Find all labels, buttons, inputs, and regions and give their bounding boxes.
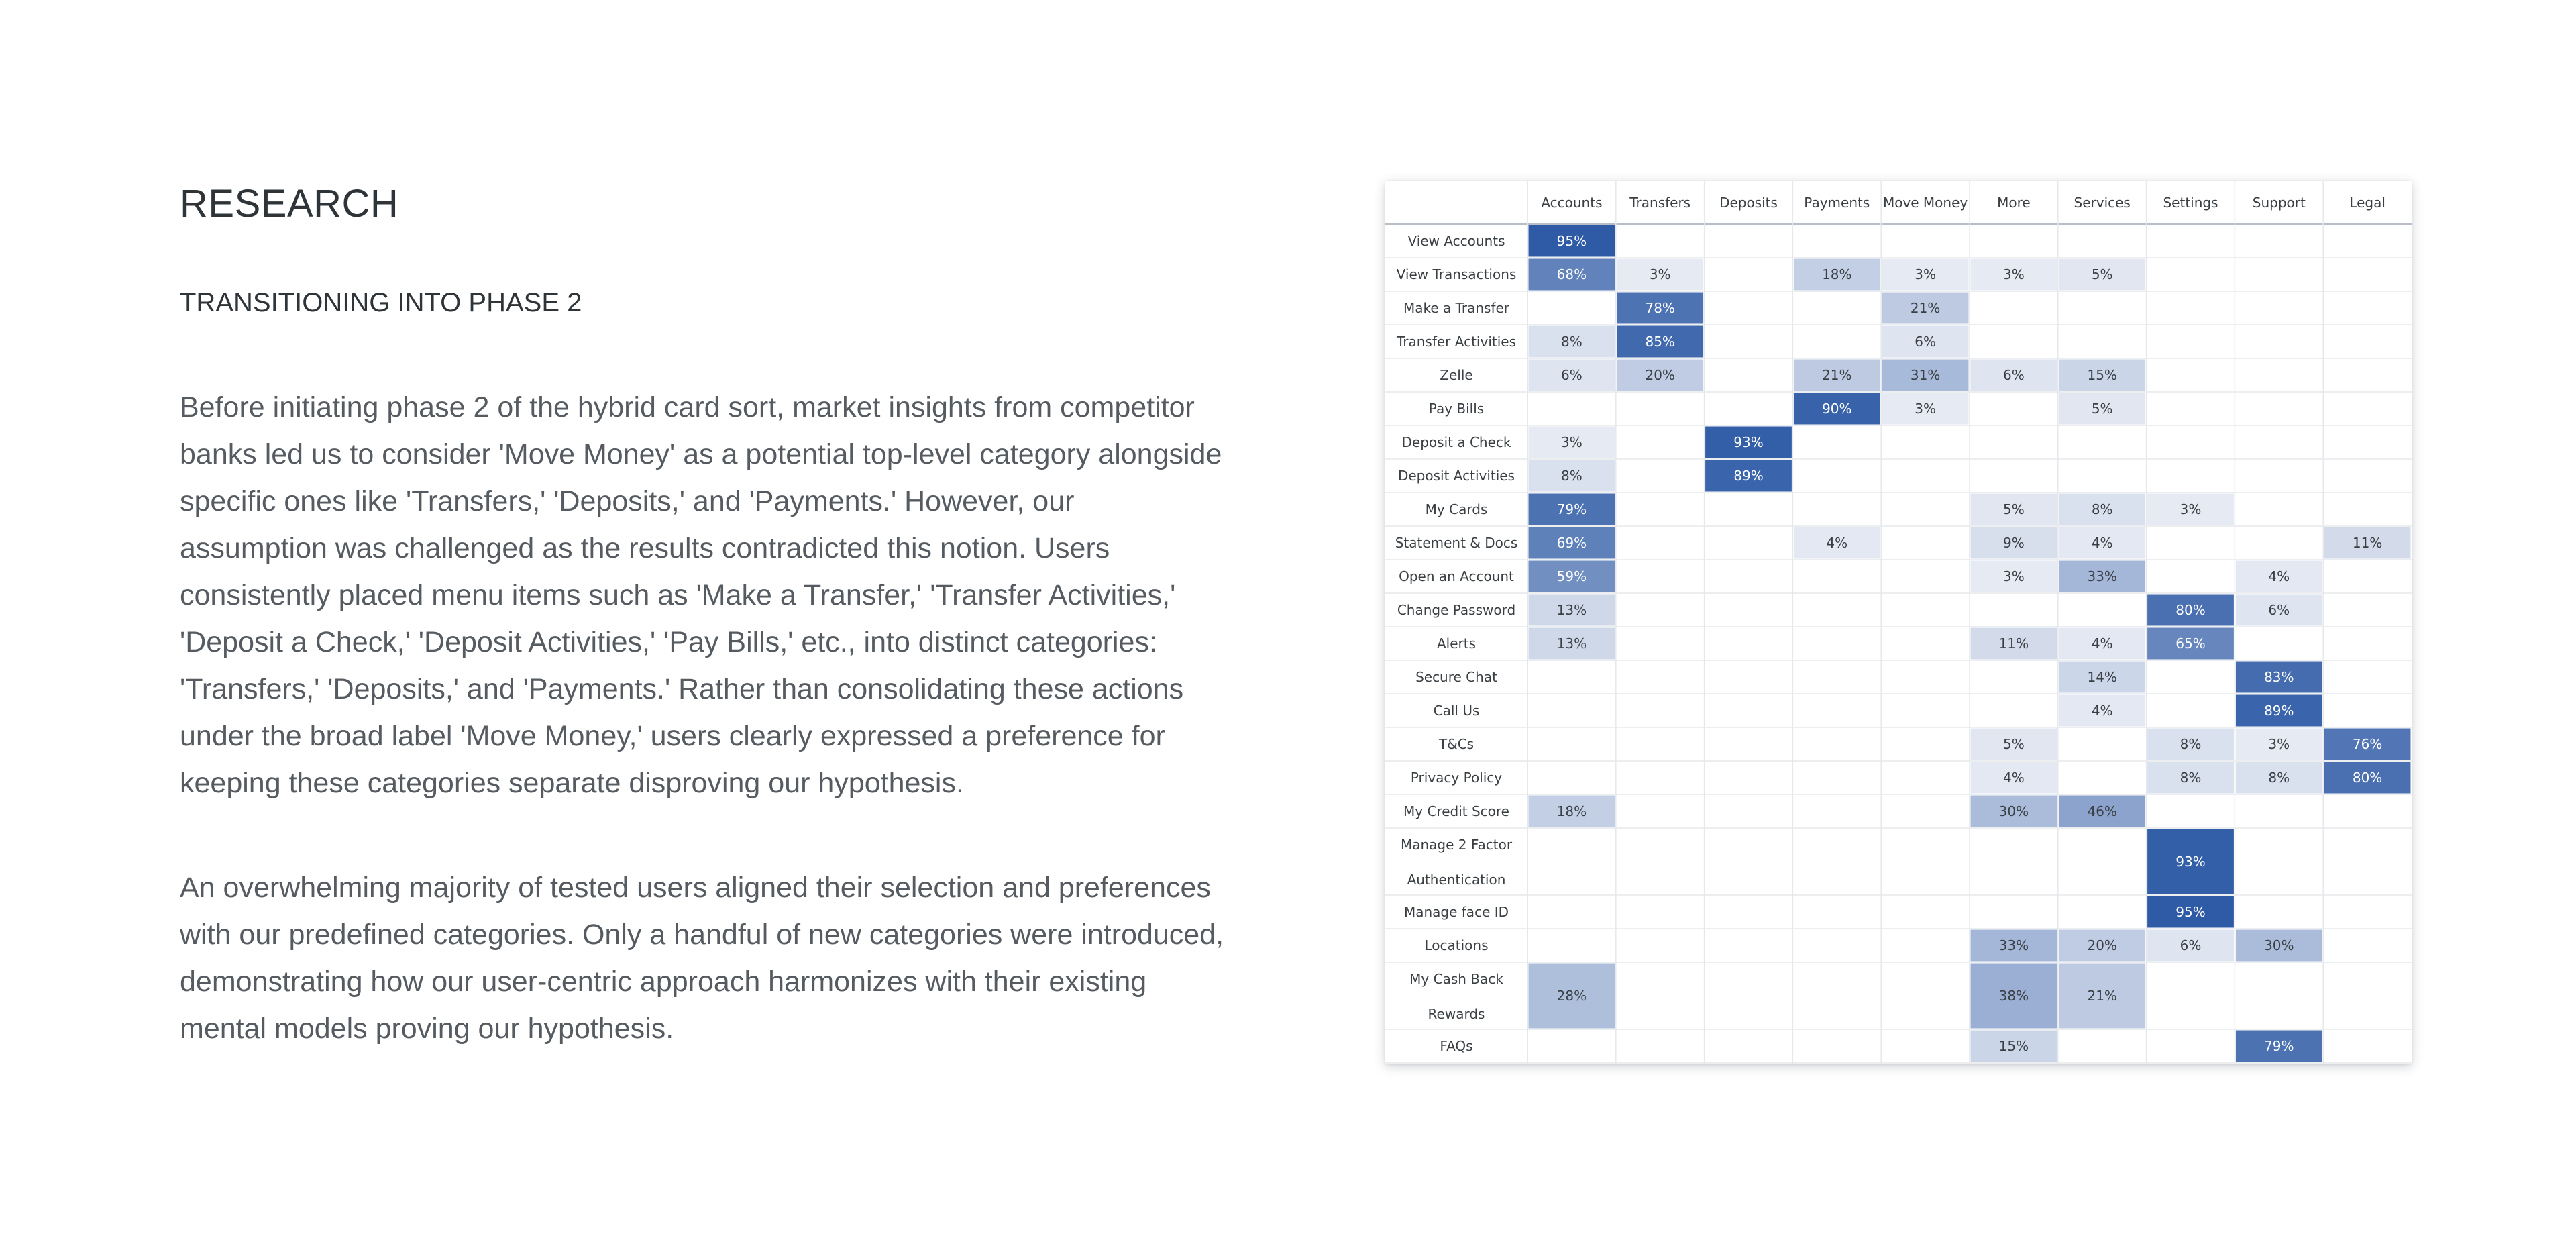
cell-value-label: 28%: [1556, 988, 1587, 1004]
row-label: Locations: [1424, 937, 1489, 953]
cell-value-label: 6%: [1561, 367, 1582, 383]
cell-value-label: 4%: [2268, 568, 2290, 584]
cell-value-label: 3%: [2003, 266, 2025, 282]
cell-value-label: 3%: [2268, 736, 2290, 752]
cell-value-label: 4%: [1826, 535, 1848, 551]
cell-value-label: 3%: [2003, 568, 2025, 584]
cell-value-label: 6%: [2003, 367, 2025, 383]
cell-value-label: 13%: [1556, 635, 1587, 652]
column-header: Move Money: [1882, 195, 1968, 211]
cell-value-label: 93%: [2176, 854, 2206, 870]
cell-value-label: 31%: [1910, 367, 1941, 383]
row-label: Change Password: [1397, 602, 1516, 618]
cell-value-label: 38%: [1998, 988, 2029, 1004]
cell-value-label: 83%: [2264, 669, 2294, 685]
row-label: Statement & Docs: [1395, 535, 1518, 551]
column-header: Payments: [1804, 195, 1870, 211]
cell-value-label: 59%: [1556, 568, 1587, 584]
cell-value-label: 21%: [1910, 300, 1941, 316]
text-column: [180, 181, 1226, 1110]
column-header: Legal: [2349, 195, 2385, 211]
row-label: Authentication: [1407, 872, 1506, 888]
row-label: Privacy Policy: [1410, 770, 1503, 786]
page-title: RESEARCH: [180, 182, 399, 225]
cell-value-label: 20%: [1645, 367, 1675, 383]
paragraph-phase2-intro: Before initiating phase 2 of the hybrid card sort, market insights from competitor banks led us to consider 'Move Money' as a potential top-level category alongside specific ones like 'Transfers,' 'Deposits,' and 'Payments.' However, our assumption was challenged as the results contradicted this notion. Users consistently placed menu items such as 'Make a Transfer,' 'Transfer Activities,' 'Deposit a Check,' 'Deposit Activities,' 'Pay Bills,' etc., into distinct categories: 'Transfers,' 'Deposits,' and 'Payments.' Rather than consolidating these actions under the broad label 'Move Money,' users clearly expressed a preference for keeping these categories separate disproving our hypothesis.: [180, 391, 1222, 799]
cell-value-label: 6%: [2268, 602, 2290, 618]
cell-value-label: 3%: [1915, 266, 1936, 282]
cell-value-label: 14%: [2087, 669, 2117, 685]
cell-value-label: 15%: [1998, 1038, 2029, 1054]
cell-value-label: 3%: [2180, 501, 2202, 517]
row-label: Deposit Activities: [1397, 468, 1515, 484]
cell-value-label: 8%: [2268, 770, 2290, 786]
cell-value-label: 8%: [2180, 736, 2202, 752]
cell-value-label: 30%: [2264, 937, 2294, 953]
column-header: Settings: [2163, 195, 2218, 211]
cell-value-label: 33%: [2087, 568, 2117, 584]
cell-value-label: 80%: [2176, 602, 2206, 618]
column-header: More: [1997, 195, 2031, 211]
cell-value-label: 11%: [1998, 635, 2029, 652]
cell-value-label: 80%: [2352, 770, 2383, 786]
cell-value-label: 85%: [1645, 333, 1675, 350]
row-label: Transfer Activities: [1396, 333, 1517, 350]
cell-value-label: 5%: [2091, 401, 2113, 417]
cell-value-label: 8%: [1561, 468, 1582, 484]
cell-value-label: 95%: [2176, 904, 2206, 920]
cell-value-label: 4%: [2091, 703, 2113, 719]
row-label: Alerts: [1436, 635, 1477, 652]
row-label: FAQs: [1440, 1038, 1473, 1054]
cell-value-label: 90%: [1822, 401, 1852, 417]
cell-value-label: 8%: [2091, 501, 2113, 517]
row-label: Call Us: [1433, 703, 1480, 719]
row-label: My Cards: [1425, 501, 1488, 517]
row-label: Manage face ID: [1403, 904, 1509, 920]
cell-value-label: 76%: [2352, 736, 2383, 752]
cell-value-label: 4%: [2091, 635, 2113, 652]
cell-value-label: 8%: [2180, 770, 2202, 786]
row-label: Make a Transfer: [1403, 300, 1510, 316]
cell-value-label: 46%: [2087, 803, 2117, 819]
column-header: Accounts: [1541, 195, 1603, 211]
column-header: Transfers: [1629, 195, 1691, 211]
cell-value-label: 93%: [1733, 434, 1764, 450]
cell-value-label: 4%: [2091, 535, 2113, 551]
cell-value-label: 79%: [1556, 501, 1587, 517]
cell-value-label: 33%: [1998, 937, 2029, 953]
cell-value-label: 3%: [1561, 434, 1582, 450]
cell-value-label: 78%: [1645, 300, 1675, 316]
row-label: Rewards: [1428, 1006, 1485, 1022]
section-subtitle: TRANSITIONING INTO PHASE 2: [180, 288, 582, 317]
row-label: Manage 2 Factor: [1400, 837, 1513, 853]
row-label: View Transactions: [1396, 266, 1517, 282]
cell-value-label: 89%: [2264, 703, 2294, 719]
column-header: Services: [2074, 195, 2131, 211]
cell-value-label: 13%: [1556, 602, 1587, 618]
cell-value-label: 6%: [1915, 333, 1936, 350]
cell-value-label: 6%: [2180, 937, 2202, 953]
cell-value-label: 5%: [2003, 501, 2025, 517]
cell-value-label: 79%: [2264, 1038, 2294, 1054]
cell-value-label: 30%: [1998, 803, 2029, 819]
row-label: Open an Account: [1399, 568, 1514, 584]
cell-value-label: 5%: [2003, 736, 2025, 752]
row-label: View Accounts: [1407, 233, 1505, 249]
cell-value-label: 3%: [1649, 266, 1671, 282]
cell-value-label: 69%: [1556, 535, 1587, 551]
card-sort-heatmap: [1385, 181, 2412, 1064]
row-label: Deposit a Check: [1401, 434, 1511, 450]
row-label: Pay Bills: [1428, 401, 1485, 417]
cell-value-label: 15%: [2087, 367, 2117, 383]
heatmap-card: [1385, 181, 2412, 1064]
cell-value-label: 9%: [2003, 535, 2025, 551]
row-label: Secure Chat: [1415, 669, 1497, 685]
cell-value-label: 89%: [1733, 468, 1764, 484]
column-header: Deposits: [1719, 195, 1778, 211]
cell-value-label: 21%: [1822, 367, 1852, 383]
cell-value-label: 68%: [1556, 266, 1587, 282]
row-label: My Cash Back: [1409, 971, 1503, 987]
cell-value-label: 20%: [2087, 937, 2117, 953]
cell-value-label: 21%: [2087, 988, 2117, 1004]
cell-value-label: 65%: [2176, 635, 2206, 652]
row-label: My Credit Score: [1403, 803, 1509, 819]
cell-value-label: 5%: [2091, 266, 2113, 282]
row-label: T&Cs: [1438, 736, 1474, 752]
cell-value-label: 11%: [2352, 535, 2383, 551]
cell-value-label: 4%: [2003, 770, 2025, 786]
paragraph-hypothesis-result: An overwhelming majority of tested users aligned their selection and preferences with our predefined categories. Only a handful of new categories were introduced, demonstrating how our user-centric approach harmonizes with their existing mental models proving our hypothesis.: [180, 872, 1224, 1045]
cell-value-label: 18%: [1822, 266, 1852, 282]
cell-value-label: 18%: [1556, 803, 1587, 819]
cell-value-label: 95%: [1556, 233, 1587, 249]
column-header: Support: [2252, 195, 2306, 211]
cell-value-label: 8%: [1561, 333, 1582, 350]
cell-value-label: 3%: [1915, 401, 1936, 417]
row-label: Zelle: [1440, 367, 1473, 383]
